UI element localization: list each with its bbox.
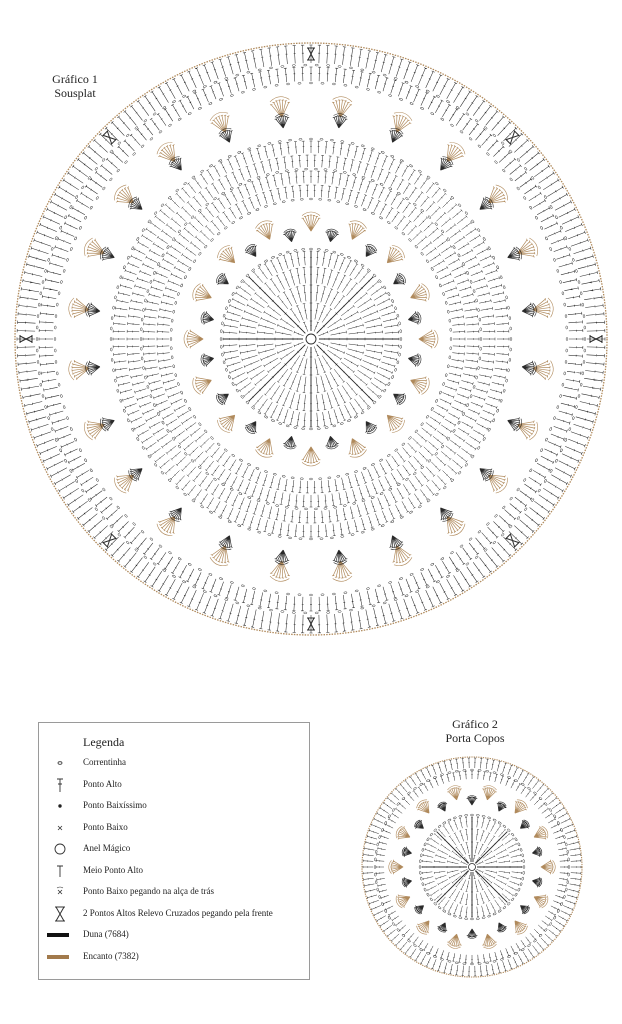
legend-item — [39, 754, 309, 772]
shell-motif — [401, 876, 413, 888]
chart2-title-line2: Porta Copos — [445, 731, 505, 745]
shell-motif — [407, 311, 422, 327]
legend-title: Legenda — [83, 735, 125, 749]
legend-item-label: 2 Pontos Altos Relevo Cruzados pegando pela frente — [83, 907, 273, 918]
shell-motif — [390, 271, 408, 289]
shell-motif — [446, 784, 463, 801]
sousplat-diagram — [15, 43, 607, 635]
shell-motif — [467, 795, 478, 805]
shell-motif — [531, 846, 543, 858]
shell-motif — [190, 282, 215, 307]
legend-item — [39, 819, 309, 837]
legend-item-label: Duna (7684) — [83, 929, 129, 939]
legend-item — [39, 776, 309, 794]
legend-item — [39, 905, 309, 923]
shell-motif — [387, 542, 414, 569]
legend-box — [38, 722, 310, 980]
shell-motif — [407, 372, 432, 397]
shell-motif — [283, 228, 299, 243]
shell-motif — [254, 218, 279, 243]
shell-motif — [494, 800, 508, 813]
shell-motif — [414, 916, 434, 936]
shell-motif — [413, 818, 427, 832]
legend-item — [39, 797, 309, 815]
shell-motif — [407, 352, 422, 368]
shell-motif — [208, 109, 235, 136]
porta-copos-diagram — [362, 757, 582, 977]
shell-motif — [111, 467, 140, 496]
sousplat-chart — [0, 30, 622, 650]
legend-item — [39, 862, 309, 880]
back-loop-single-crochet-icon — [39, 883, 83, 901]
shell-motif — [394, 890, 413, 909]
shell-motif — [494, 920, 508, 933]
shell-motif — [184, 330, 203, 349]
shell-motif — [283, 435, 299, 450]
shell-motif — [361, 418, 379, 436]
single-crochet-icon — [39, 819, 83, 837]
legend-item-label: Ponto Baixo — [83, 821, 128, 832]
shell-motif — [439, 139, 468, 168]
shell-motif — [480, 784, 497, 801]
shell-motif — [436, 921, 450, 934]
shell-motif — [200, 311, 215, 327]
shell-motif — [436, 800, 450, 813]
chart2-title — [430, 717, 520, 745]
half-double-crochet-icon — [39, 862, 83, 880]
shell-motif — [419, 330, 438, 349]
legend-item-label: Ponto Alto — [83, 778, 122, 789]
legend-item — [39, 926, 309, 944]
shell-motif — [208, 542, 235, 569]
shell-motif — [243, 242, 261, 260]
shell-motif — [467, 929, 478, 939]
shell-motif — [482, 182, 511, 211]
chart1-title — [30, 72, 120, 100]
shell-motif — [514, 415, 541, 442]
shell-motif — [482, 467, 511, 496]
crossed-stitch-marker — [505, 130, 519, 144]
magic-ring-icon — [39, 840, 83, 858]
shell-motif — [215, 409, 242, 436]
shell-motif — [390, 389, 408, 407]
shell-motif — [407, 282, 432, 307]
porta-copos-chart — [360, 745, 590, 995]
shell-motif — [509, 797, 529, 817]
shell-motif — [446, 932, 463, 949]
shell-motif — [111, 182, 140, 211]
shell-motif — [324, 435, 340, 450]
shell-motif — [531, 824, 550, 843]
shell-motif — [401, 846, 413, 858]
slip-stitch-icon — [39, 797, 83, 815]
shell-motif — [439, 510, 468, 539]
shell-motif — [302, 447, 321, 466]
shell-motif — [480, 932, 497, 949]
shell-motif — [509, 916, 529, 936]
legend-item — [39, 883, 309, 901]
color-swatch-dark — [39, 926, 83, 944]
magic-ring-center — [306, 334, 316, 344]
shell-motif — [81, 415, 108, 442]
shell-motif — [254, 435, 279, 460]
shell-motif — [517, 901, 531, 915]
legend-item-label: Meio Ponto Alto — [83, 864, 144, 875]
shell-motif — [361, 242, 379, 260]
legend-item — [39, 948, 309, 966]
shell-motif — [381, 243, 408, 270]
chart1-title-line1: Gráfico 1 — [52, 72, 98, 86]
shell-motif — [214, 271, 232, 289]
legend-item-label: Ponto Baixíssimo — [83, 800, 147, 810]
shell-motif — [324, 228, 340, 243]
shell-motif — [541, 860, 555, 875]
legend-item-label: Encanto (7382) — [83, 950, 139, 961]
shell-motif — [531, 876, 543, 888]
color-swatch-tan — [39, 948, 83, 966]
crossed-front-post-icon — [39, 905, 83, 923]
shell-motif — [344, 218, 369, 243]
shell-motif — [81, 236, 108, 263]
shell-motif — [389, 860, 403, 875]
shell-motif — [154, 510, 183, 539]
crossed-stitch-marker — [102, 533, 116, 547]
chart1-title-line2: Sousplat — [54, 86, 96, 100]
shell-motif — [154, 139, 183, 168]
legend-item-label: Ponto Baixo pegando na alça de trás — [83, 886, 214, 896]
shell-motif — [517, 818, 531, 832]
shell-motif — [214, 389, 232, 407]
shell-motif — [302, 212, 321, 231]
crossed-stitch-marker — [505, 533, 519, 547]
shell-motif — [514, 236, 541, 263]
shell-motif — [387, 109, 414, 136]
shell-motif — [190, 372, 215, 397]
chart2-title-line1: Gráfico 2 — [452, 717, 498, 731]
chain-icon — [39, 754, 83, 772]
shell-motif — [381, 409, 408, 436]
magic-ring-center — [469, 864, 476, 871]
shell-motif — [243, 418, 261, 436]
double-crochet-icon — [39, 776, 83, 794]
shell-motif — [200, 352, 215, 368]
shell-motif — [414, 797, 434, 817]
shell-motif — [215, 243, 242, 270]
legend-item — [39, 840, 309, 858]
shell-motif — [344, 435, 369, 460]
shell-motif — [531, 890, 550, 909]
legend-item-label: Anel Mágico — [83, 843, 131, 853]
crossed-stitch-marker — [102, 130, 116, 144]
legend-item-label: Correntinha — [83, 757, 126, 767]
shell-motif — [413, 902, 427, 916]
shell-motif — [394, 824, 413, 843]
